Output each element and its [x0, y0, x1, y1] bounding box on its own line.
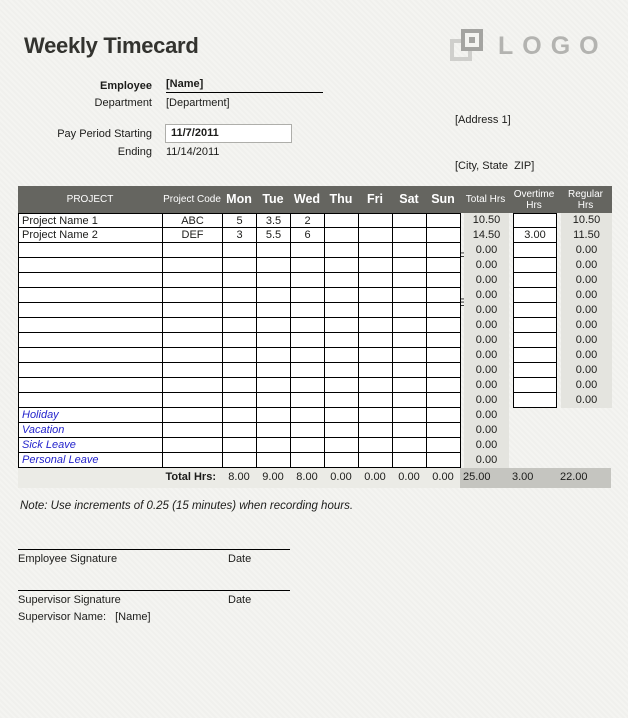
regular-hrs-cell: 0.00	[561, 348, 612, 363]
timecard-row	[18, 273, 612, 288]
day-hours-cell[interactable]: 6	[291, 228, 325, 243]
project-name-cell[interactable]: Personal Leave	[19, 453, 163, 468]
ending-label: Ending	[117, 146, 152, 158]
day-hours-cell[interactable]	[427, 333, 461, 348]
company-logo	[450, 28, 608, 64]
day-hours-cell[interactable]	[325, 393, 359, 408]
day-column-header: Wed	[293, 192, 321, 206]
employee-date-label: Date	[228, 553, 252, 565]
day-hours-cell[interactable]	[223, 453, 257, 468]
project-code-cell[interactable]	[163, 273, 223, 288]
regular-hrs-cell: 0.00	[561, 243, 612, 258]
timecard-row	[18, 288, 612, 303]
total-hrs-cell: 0.00	[464, 393, 509, 408]
timecard-row	[18, 393, 612, 408]
project-code-column-header: Project Code	[163, 194, 221, 205]
day-hours-cell[interactable]	[393, 393, 427, 408]
day-hours-cell[interactable]	[223, 348, 257, 363]
day-hours-cell[interactable]	[393, 213, 427, 228]
logo-squares-icon	[450, 28, 488, 64]
project-name-cell[interactable]	[19, 258, 163, 273]
day-hours-cell[interactable]	[291, 408, 325, 423]
day-hours-cell[interactable]	[257, 333, 291, 348]
day-hours-cell[interactable]	[359, 393, 393, 408]
day-hours-cell[interactable]	[325, 348, 359, 363]
day-hours-cell[interactable]	[427, 408, 461, 423]
day-column-header: Sun	[431, 192, 455, 206]
day-hours-cell[interactable]	[257, 423, 291, 438]
day-hours-cell[interactable]	[291, 363, 325, 378]
day-hours-cell[interactable]	[325, 378, 359, 393]
day-hours-cell[interactable]	[257, 363, 291, 378]
day-hours-cell[interactable]	[359, 228, 393, 243]
timecard-row	[18, 453, 612, 468]
total-hrs-cell: 0.00	[464, 423, 509, 438]
total-hrs-cell: 0.00	[464, 438, 509, 453]
timecard-header-row	[18, 186, 612, 213]
overtime-hrs-cell[interactable]	[513, 273, 557, 288]
day-total-cell: 8.00	[290, 468, 324, 488]
total-hrs-cell: 0.00	[464, 453, 509, 468]
supervisor-name-label: Supervisor Name:	[18, 611, 107, 623]
regular-hrs-cell: 0.00	[561, 303, 612, 318]
day-hours-cell[interactable]	[427, 213, 461, 228]
day-hours-cell[interactable]	[427, 393, 461, 408]
day-hours-cell[interactable]	[359, 243, 393, 258]
day-column-header: Mon	[226, 192, 252, 206]
timecard-row	[18, 408, 612, 423]
project-name-cell[interactable]	[19, 333, 163, 348]
day-hours-cell[interactable]	[223, 273, 257, 288]
day-hours-cell[interactable]	[325, 363, 359, 378]
total-hrs-column-header: Total Hrs	[465, 194, 506, 205]
day-hours-cell[interactable]	[393, 228, 427, 243]
day-hours-cell[interactable]	[325, 303, 359, 318]
city-state-zip-line[interactable]: [City, State ZIP]	[455, 160, 535, 173]
day-hours-cell[interactable]	[359, 333, 393, 348]
project-name-cell[interactable]: Holiday	[19, 408, 163, 423]
day-hours-cell[interactable]	[427, 243, 461, 258]
timecard-row	[18, 348, 612, 363]
day-hours-cell[interactable]: 2	[291, 213, 325, 228]
total-hrs-cell: 0.00	[464, 318, 509, 333]
project-code-cell[interactable]	[163, 243, 223, 258]
project-code-cell[interactable]	[163, 348, 223, 363]
total-hrs-cell: 0.00	[464, 273, 509, 288]
day-total-cell: 8.00	[222, 468, 256, 488]
pay-period-end-field[interactable]: 11/14/2011	[166, 146, 220, 158]
day-hours-cell[interactable]	[427, 258, 461, 273]
project-code-cell[interactable]	[163, 438, 223, 453]
regular-hrs-cell: 11.50	[561, 228, 612, 243]
day-hours-cell[interactable]	[359, 408, 393, 423]
day-hours-cell[interactable]	[257, 303, 291, 318]
project-name-cell[interactable]	[19, 363, 163, 378]
day-hours-cell[interactable]	[359, 288, 393, 303]
employee-label: Employee	[100, 80, 152, 92]
day-total-cell: 0.00	[324, 468, 358, 488]
timecard-row	[18, 438, 612, 453]
day-hours-cell[interactable]	[359, 213, 393, 228]
regular-hrs-cell: 0.00	[561, 378, 612, 393]
day-hours-cell[interactable]: 3	[223, 228, 257, 243]
supervisor-signature-label: Supervisor Signature	[18, 594, 121, 606]
day-hours-cell[interactable]	[257, 243, 291, 258]
project-name-cell[interactable]: Project Name 1	[19, 213, 163, 228]
day-hours-cell[interactable]: 3.5	[257, 213, 291, 228]
day-hours-cell[interactable]	[291, 423, 325, 438]
day-hours-cell[interactable]	[359, 363, 393, 378]
day-hours-cell[interactable]	[257, 258, 291, 273]
total-hrs-label: Total Hrs:	[18, 468, 222, 488]
day-hours-cell[interactable]	[393, 363, 427, 378]
supervisor-signature-line	[18, 590, 290, 591]
regular-hrs-cell: 0.00	[561, 393, 612, 408]
pay-period-start-input[interactable]: 11/7/2011	[165, 124, 292, 143]
day-hours-cell[interactable]	[257, 348, 291, 363]
day-hours-cell[interactable]	[359, 378, 393, 393]
day-column-header: Sat	[399, 192, 419, 206]
day-hours-cell[interactable]	[359, 258, 393, 273]
timecard-totals-row	[18, 468, 612, 488]
day-hours-cell[interactable]	[427, 453, 461, 468]
total-regular-hrs-cell: 22.00	[560, 468, 611, 488]
timecard-row	[18, 318, 612, 333]
timecard-row	[18, 333, 612, 348]
day-hours-cell[interactable]	[325, 408, 359, 423]
day-hours-cell[interactable]	[393, 438, 427, 453]
regular-hrs-cell: 0.00	[561, 273, 612, 288]
overtime-hrs-cell[interactable]	[513, 303, 557, 318]
total-hrs-cell: 0.00	[464, 333, 509, 348]
day-hours-cell[interactable]	[427, 423, 461, 438]
day-hours-cell[interactable]	[325, 243, 359, 258]
overtime-hrs-cell[interactable]	[513, 258, 557, 273]
pay-period-starting-label: Pay Period Starting	[57, 128, 152, 140]
supervisor-name-row	[18, 611, 151, 623]
day-hours-cell[interactable]	[393, 318, 427, 333]
day-column-header: Tue	[262, 192, 284, 206]
day-hours-cell[interactable]	[359, 318, 393, 333]
day-hours-cell[interactable]	[223, 303, 257, 318]
day-hours-cell[interactable]	[393, 423, 427, 438]
day-hours-cell[interactable]	[257, 393, 291, 408]
total-hrs-cell: 0.00	[464, 363, 509, 378]
project-name-cell[interactable]	[19, 318, 163, 333]
project-name-cell[interactable]	[19, 393, 163, 408]
regular-hrs-column-header: Regular Hrs	[567, 188, 604, 211]
overtime-hrs-column-header: Overtime Hrs	[513, 188, 555, 211]
day-hours-cell[interactable]	[257, 318, 291, 333]
day-hours-cell[interactable]	[223, 333, 257, 348]
day-hours-cell[interactable]	[427, 303, 461, 318]
total-hrs-cell: 10.50	[464, 213, 509, 228]
project-code-cell[interactable]	[163, 333, 223, 348]
day-hours-cell[interactable]	[393, 303, 427, 318]
day-hours-cell[interactable]	[393, 288, 427, 303]
day-hours-cell[interactable]	[325, 423, 359, 438]
total-hrs-cell: 0.00	[464, 258, 509, 273]
day-hours-cell[interactable]	[325, 273, 359, 288]
overtime-hrs-cell[interactable]	[513, 213, 557, 228]
project-code-cell[interactable]	[163, 318, 223, 333]
total-hrs-cell: 0.00	[464, 378, 509, 393]
day-hours-cell[interactable]	[427, 348, 461, 363]
day-hours-cell[interactable]	[393, 258, 427, 273]
project-code-cell[interactable]	[163, 408, 223, 423]
day-hours-cell[interactable]	[257, 378, 291, 393]
project-code-cell[interactable]	[163, 258, 223, 273]
day-hours-cell[interactable]	[427, 318, 461, 333]
overtime-hrs-cell[interactable]	[513, 363, 557, 378]
regular-hrs-cell: 0.00	[561, 363, 612, 378]
day-hours-cell[interactable]	[359, 273, 393, 288]
total-hrs-cell: 0.00	[464, 288, 509, 303]
day-hours-cell[interactable]	[393, 273, 427, 288]
timecard-row	[18, 243, 612, 258]
overtime-hrs-cell[interactable]: 3.00	[513, 228, 557, 243]
regular-hrs-cell: 0.00	[561, 288, 612, 303]
total-hrs-cell: 0.00	[464, 408, 509, 423]
regular-hrs-cell: 0.00	[561, 333, 612, 348]
day-hours-cell[interactable]	[223, 318, 257, 333]
timecard-row	[18, 423, 612, 438]
project-code-cell[interactable]	[163, 378, 223, 393]
day-total-cell: 0.00	[392, 468, 426, 488]
day-hours-cell[interactable]	[291, 393, 325, 408]
employee-name-field[interactable]: [Name]	[166, 78, 323, 93]
day-hours-cell[interactable]	[291, 288, 325, 303]
overtime-hrs-cell[interactable]	[513, 318, 557, 333]
overtime-hrs-cell[interactable]	[513, 348, 557, 363]
project-column-header: PROJECT	[66, 194, 114, 205]
department-label: Department	[94, 97, 152, 109]
project-code-cell[interactable]: ABC	[163, 213, 223, 228]
project-code-cell[interactable]	[163, 363, 223, 378]
project-name-cell[interactable]: Vacation	[19, 423, 163, 438]
day-hours-cell[interactable]	[291, 348, 325, 363]
day-hours-cell[interactable]	[325, 318, 359, 333]
day-hours-cell[interactable]	[359, 303, 393, 318]
day-hours-cell[interactable]	[393, 348, 427, 363]
timecard-row	[18, 303, 612, 318]
day-hours-cell[interactable]	[291, 273, 325, 288]
total-hrs-cell: 14.50	[464, 228, 509, 243]
employee-signature-line	[18, 549, 290, 550]
day-hours-cell[interactable]	[359, 438, 393, 453]
project-name-cell[interactable]	[19, 348, 163, 363]
project-name-cell[interactable]	[19, 273, 163, 288]
project-code-cell[interactable]	[163, 288, 223, 303]
timecard-row	[18, 378, 612, 393]
day-hours-cell[interactable]	[359, 348, 393, 363]
day-hours-cell[interactable]: 5	[223, 213, 257, 228]
project-name-cell[interactable]	[19, 378, 163, 393]
supervisor-date-label: Date	[228, 594, 252, 606]
day-total-cell: 0.00	[426, 468, 460, 488]
day-hours-cell[interactable]	[393, 408, 427, 423]
department-field[interactable]: [Department]	[166, 97, 230, 109]
day-hours-cell[interactable]	[325, 438, 359, 453]
regular-hrs-cell: 0.00	[561, 318, 612, 333]
day-hours-cell[interactable]	[427, 273, 461, 288]
day-hours-cell[interactable]	[257, 273, 291, 288]
day-hours-cell[interactable]	[291, 378, 325, 393]
day-hours-cell[interactable]	[223, 288, 257, 303]
logo-inner-square	[469, 37, 475, 43]
overtime-hrs-cell[interactable]	[513, 243, 557, 258]
overtime-hrs-cell[interactable]	[513, 333, 557, 348]
timecard-row	[18, 363, 612, 378]
day-hours-cell[interactable]	[223, 258, 257, 273]
day-hours-cell[interactable]	[223, 243, 257, 258]
project-code-cell[interactable]	[163, 303, 223, 318]
day-hours-cell[interactable]	[257, 288, 291, 303]
day-hours-cell[interactable]	[325, 228, 359, 243]
supervisor-name-field[interactable]: [Name]	[115, 611, 151, 623]
day-hours-cell[interactable]	[393, 453, 427, 468]
day-hours-cell[interactable]: 5.5	[257, 228, 291, 243]
note-text: Note: Use increments of 0.25 (15 minutes) when recording hours.	[20, 500, 354, 512]
day-hours-cell[interactable]	[223, 438, 257, 453]
day-total-cell: 0.00	[358, 468, 392, 488]
timecard-row	[18, 258, 612, 273]
overtime-hrs-cell[interactable]	[513, 378, 557, 393]
day-column-header: Thu	[329, 192, 353, 206]
day-hours-cell[interactable]	[325, 453, 359, 468]
day-hours-cell[interactable]	[291, 303, 325, 318]
project-name-cell[interactable]: Sick Leave	[19, 438, 163, 453]
overtime-hrs-cell[interactable]	[513, 393, 557, 408]
day-hours-cell[interactable]	[257, 438, 291, 453]
day-hours-cell[interactable]	[223, 378, 257, 393]
day-column-header: Fri	[367, 192, 383, 206]
day-hours-cell[interactable]	[393, 378, 427, 393]
project-code-cell[interactable]: DEF	[163, 228, 223, 243]
total-hrs-cell: 0.00	[464, 243, 509, 258]
day-hours-cell[interactable]	[291, 333, 325, 348]
day-hours-cell[interactable]	[325, 213, 359, 228]
total-overtime-hrs-cell: 3.00	[512, 468, 556, 488]
total-hrs-cell: 0.00	[464, 348, 509, 363]
day-hours-cell[interactable]	[393, 333, 427, 348]
day-hours-cell[interactable]	[427, 438, 461, 453]
day-hours-cell[interactable]	[223, 363, 257, 378]
project-name-cell[interactable]	[19, 288, 163, 303]
day-hours-cell[interactable]	[291, 453, 325, 468]
day-hours-cell[interactable]	[223, 408, 257, 423]
address-line[interactable]: [Address 1]	[455, 114, 511, 127]
project-code-cell[interactable]	[163, 423, 223, 438]
page-title: Weekly Timecard	[24, 33, 199, 58]
day-hours-cell[interactable]	[223, 423, 257, 438]
project-name-cell[interactable]: Project Name 2	[19, 228, 163, 243]
day-hours-cell[interactable]	[427, 378, 461, 393]
day-hours-cell[interactable]	[359, 423, 393, 438]
day-hours-cell[interactable]	[359, 453, 393, 468]
day-hours-cell[interactable]	[291, 438, 325, 453]
day-hours-cell[interactable]	[291, 318, 325, 333]
grand-total-hrs-cell: 25.00	[463, 468, 508, 488]
logo-text: LOGO	[498, 31, 608, 60]
day-hours-cell[interactable]	[325, 288, 359, 303]
total-hrs-cell: 0.00	[464, 303, 509, 318]
day-hours-cell[interactable]	[325, 258, 359, 273]
day-hours-cell[interactable]	[325, 333, 359, 348]
day-total-cell: 9.00	[256, 468, 290, 488]
overtime-hrs-cell[interactable]	[513, 288, 557, 303]
project-name-cell[interactable]	[19, 243, 163, 258]
employee-signature-label: Employee Signature	[18, 553, 118, 565]
project-code-cell[interactable]	[163, 393, 223, 408]
regular-hrs-cell: 0.00	[561, 258, 612, 273]
day-hours-cell[interactable]	[427, 228, 461, 243]
timecard-row	[18, 228, 612, 243]
day-hours-cell[interactable]	[257, 453, 291, 468]
day-hours-cell[interactable]	[427, 288, 461, 303]
day-hours-cell[interactable]	[427, 363, 461, 378]
day-hours-cell[interactable]	[257, 408, 291, 423]
project-code-cell[interactable]	[163, 453, 223, 468]
timecard-row	[18, 213, 612, 228]
day-hours-cell[interactable]	[393, 243, 427, 258]
day-hours-cell[interactable]	[291, 243, 325, 258]
regular-hrs-cell: 10.50	[561, 213, 612, 228]
timecard-grid	[18, 186, 612, 488]
day-hours-cell[interactable]	[291, 258, 325, 273]
day-hours-cell[interactable]	[223, 393, 257, 408]
project-name-cell[interactable]	[19, 303, 163, 318]
logo-front-square	[461, 29, 483, 51]
